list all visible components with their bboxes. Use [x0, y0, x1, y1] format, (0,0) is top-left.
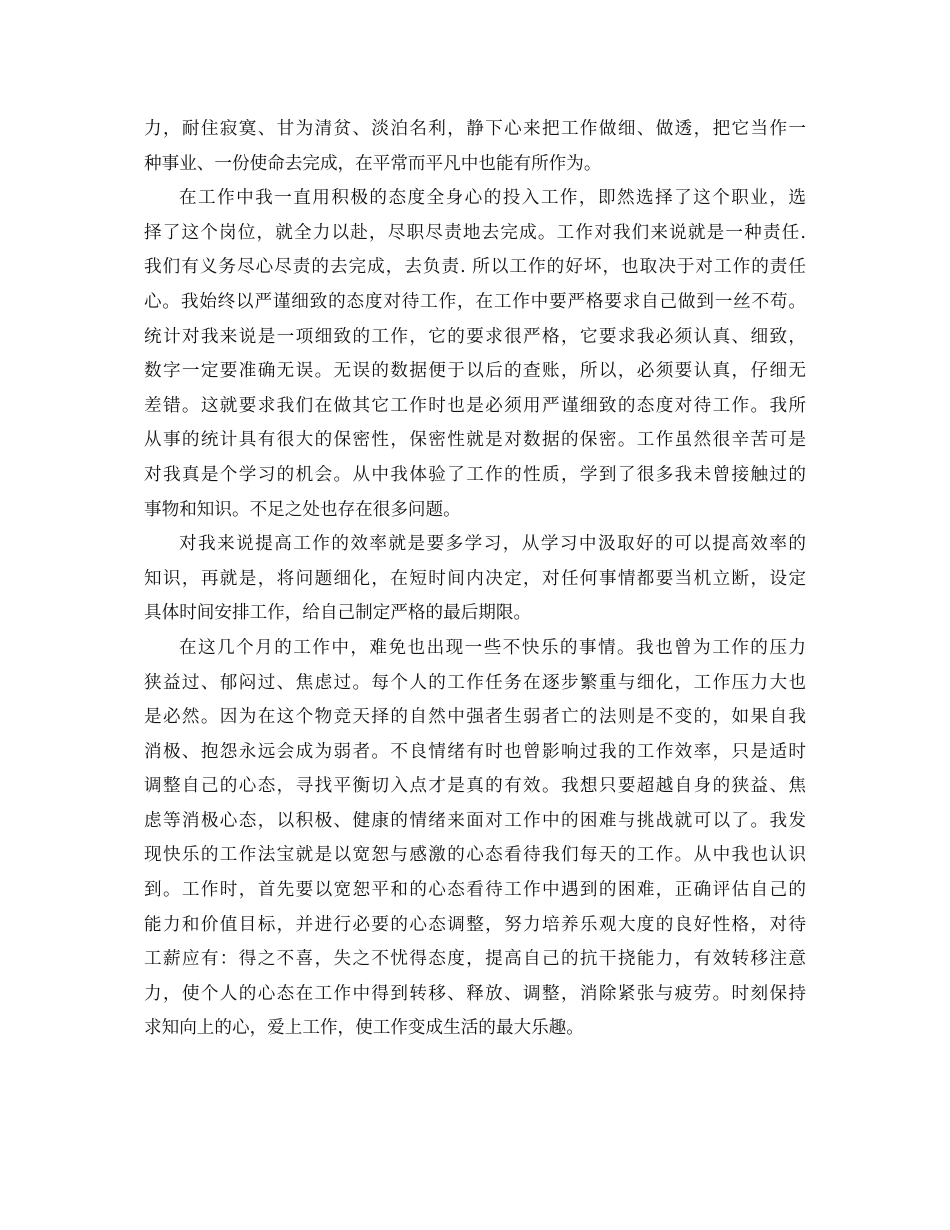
- paragraph-start-line: 在这几个月的工作中，难免也出现一些不快乐的事情。我也曾为工作的压力: [179, 637, 806, 658]
- body-text: [144, 112, 806, 1046]
- text-line: 狭益过、郁闷过、焦虑过。每个人的工作任务在逐步繁重与细化，工作压力大也: [144, 672, 806, 693]
- text-line: 现快乐的工作法宝就是以宽恕与感激的心态看待我们每天的工作。从中我也认识: [144, 845, 806, 866]
- text-line: 对我真是个学习的机会。从中我体验了工作的性质，学到了很多我未曾接触过的: [144, 464, 806, 485]
- text-line: 求知向上的心，爱上工作，使工作变成生活的最大乐趣。: [144, 1018, 584, 1039]
- text-line: 从事的统计具有很大的保密性，保密性就是对数据的保密。工作虽然很辛苦可是: [144, 430, 806, 451]
- text-line: 力，耐住寂寞、甘为清贫、淡泊名利，静下心来把工作做细、做透，把它当作一: [144, 119, 806, 139]
- text-line: 我们有义务尽心尽责的去完成，去负责. 所以工作的好坏，也取决于对工作的责任: [144, 257, 806, 278]
- text-line: 是必然。因为在这个物竞天择的自然中强者生弱者亡的法则是不变的，如果自我: [144, 707, 806, 728]
- text-line: 事物和知识。不足之处也存在很多问题。: [144, 499, 461, 520]
- text-line: 到。工作时，首先要以宽恕平和的心态看待工作中遇到的困难，正确评估自己的: [144, 880, 806, 901]
- paragraph-start-line: 在工作中我一直用积极的态度全身心的投入工作，即然选择了这个职业，选: [179, 188, 806, 209]
- text-line: 虑等消极心态，以积极、健康的情绪来面对工作中的困难与挑战就可以了。我发: [144, 810, 806, 831]
- text-line: 择了这个岗位，就全力以赴，尽职尽责地去完成。工作对我们来说就是一种责任.: [144, 222, 806, 243]
- text-line: 具体时间安排工作，给自己制定严格的最后期限。: [144, 603, 532, 624]
- text-line: 调整自己的心态，寻找平衡切入点才是真的有效。我想只要超越自身的狭益、焦: [144, 776, 806, 797]
- text-line: 数字一定要准确无误。无误的数据便于以后的查账，所以，必须要认真，仔细无: [144, 361, 806, 382]
- text-line: 工薪应有：得之不喜，失之不忧得态度，提高自己的抗干挠能力，有效转移注意: [144, 949, 806, 970]
- text-line: 心。我始终以严谨细致的态度对待工作，在工作中要严格要求自己做到一丝不苟。: [144, 291, 806, 312]
- text-line: 知识，再就是，将问题细化，在短时间内决定，对任何事情都要当机立断，设定: [144, 568, 806, 589]
- text-line: 消极、抱怨永远会成为弱者。不良情绪有时也曾影响过我的工作效率，只是适时: [144, 741, 806, 762]
- text-line: 统计对我来说是一项细致的工作，它的要求很严格，它要求我必须认真、细致，: [144, 326, 806, 347]
- text-line: 力，使个人的心态在工作中得到转移、释放、调整，消除紧张与疲劳。时刻保持: [144, 983, 806, 1004]
- text-line: 种事业、一份使命去完成，在平常而平凡中也能有所作为。: [144, 153, 602, 174]
- text-line: 差错。这就要求我们在做其它工作时也是必须用严谨细致的态度对待工作。我所: [144, 395, 806, 416]
- paragraph-start-line: 对我来说提高工作的效率就是要多学习，从学习中汲取好的可以提高效率的: [179, 534, 806, 555]
- text-line: 能力和价值目标，并进行必要的心态调整，努力培养乐观大度的良好性格，对待: [144, 914, 806, 935]
